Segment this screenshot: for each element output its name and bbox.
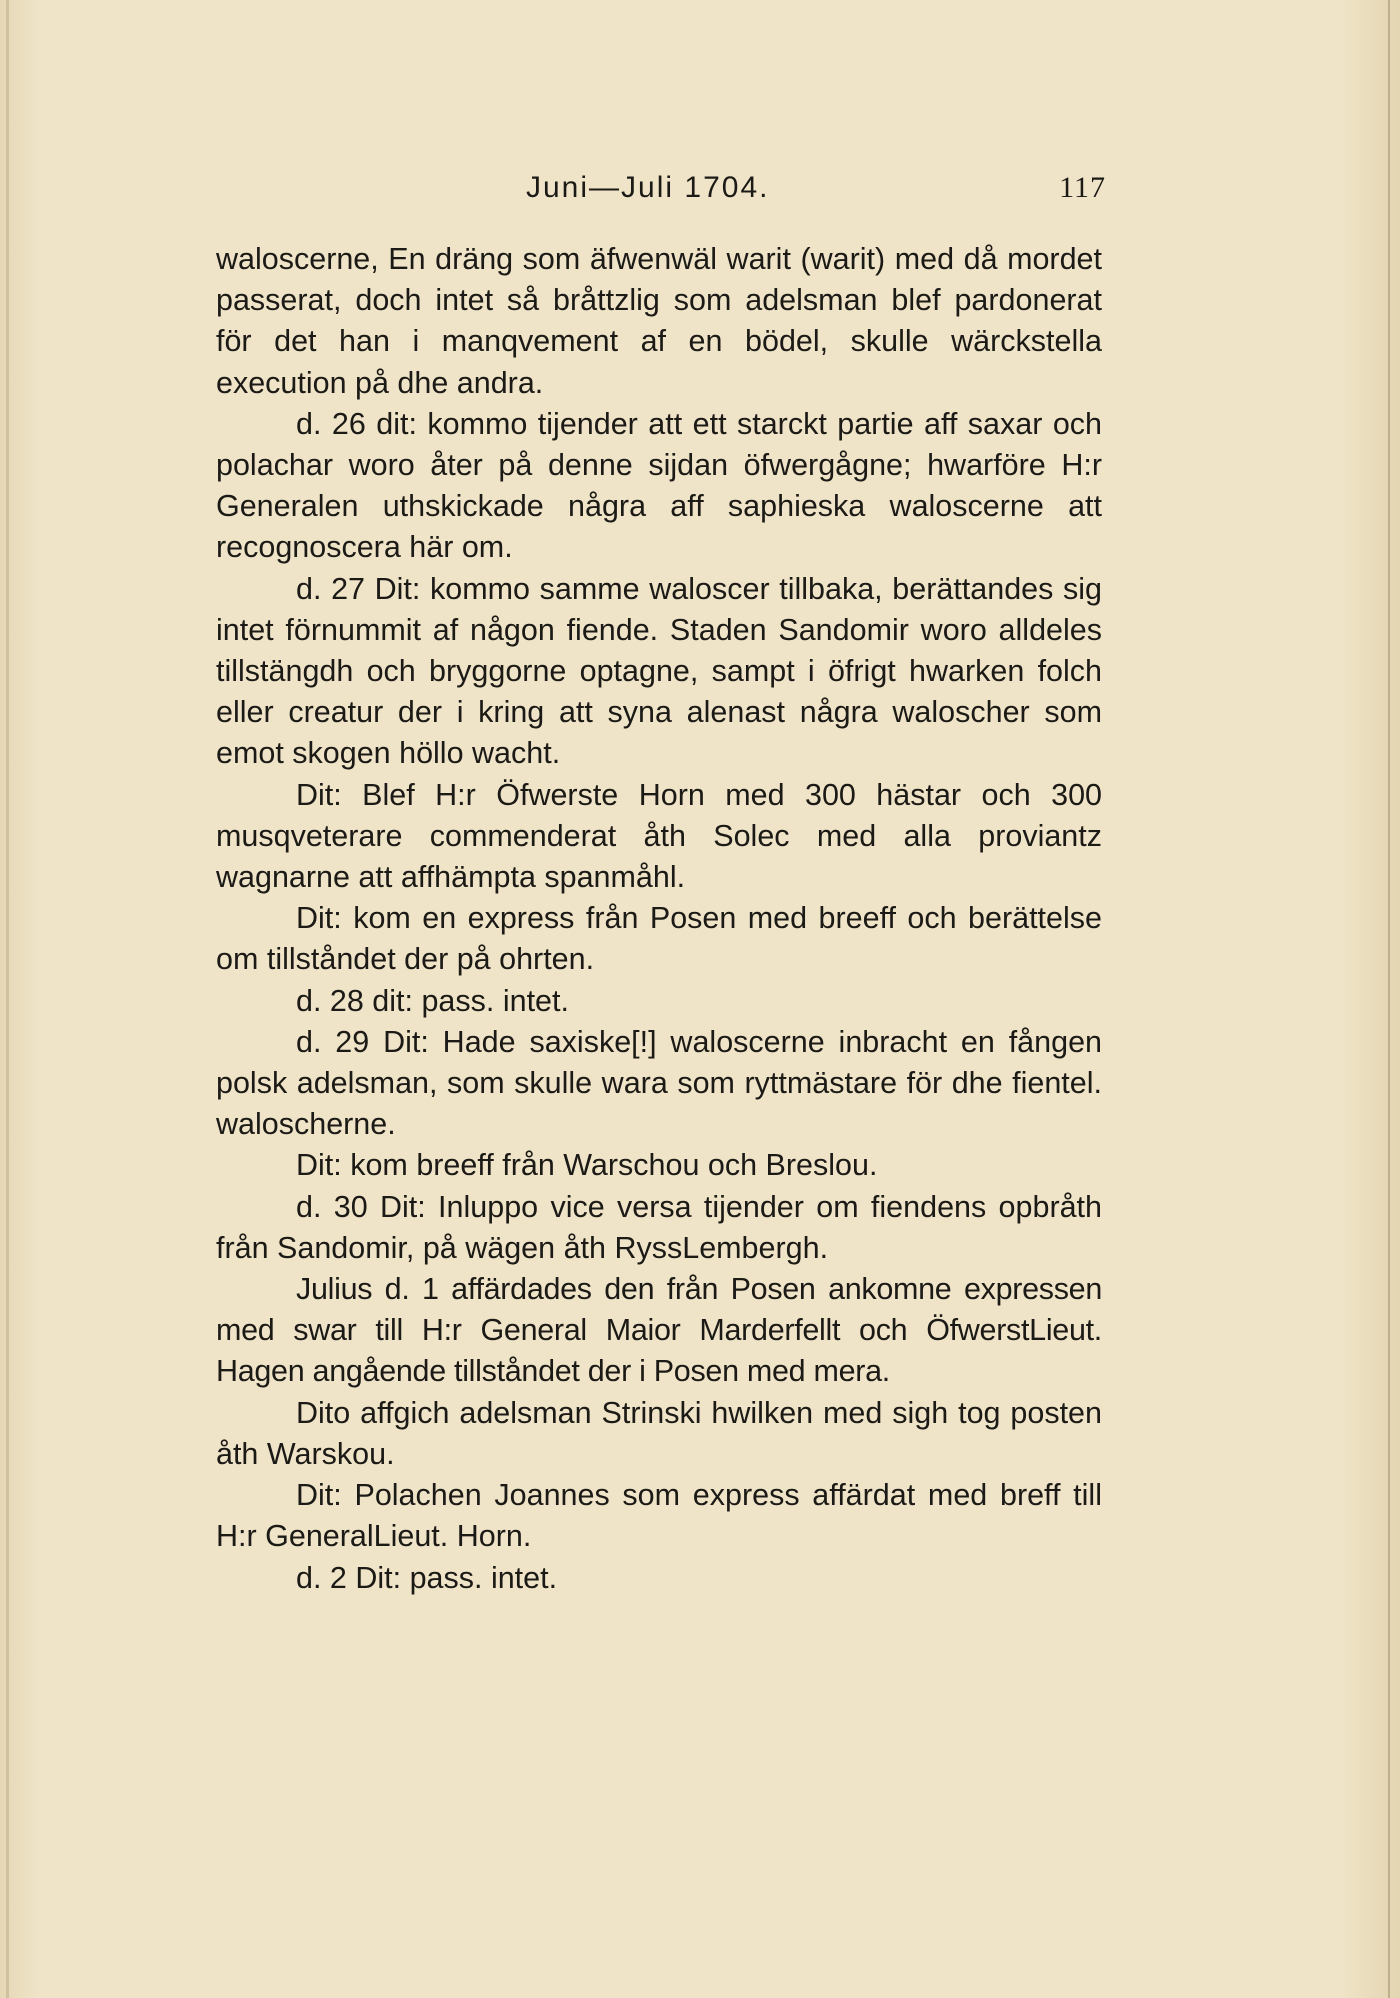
paragraph: Dit: Polachen Joannes som express affärdat med breff till H:r GeneralLieut. Horn. (216, 1478, 1102, 1554)
paragraph: d. 27 Dit: kommo samme waloscer tillbaka, berättandes sig intet förnummit af någon fiende. Staden Sandomir woro alldeles tillstängdh och bryggorne optagne, sampt i öfrigt hwarken folch eller creatur der i kring att syna alenast några waloscher som emot skogen höllo wacht. (216, 571, 1102, 771)
paragraph: Julius d. 1 affärdades den från Posen ankomne expressen med swar till H:r General Maior Marderfellt och ÖfwerstLieut. Hagen angående tillståndet der i Posen med mera. (216, 1272, 1102, 1389)
page-spine-shadow (6, 0, 9, 1998)
paragraph: Dit: Blef H:r Öfwerste Horn med 300 hästar och 300 musqveterare commenderat åth Solec med alla proviantz wagnarne att affhämpta spanmåhl. (216, 777, 1102, 895)
paragraph: d. 2 Dit: pass. intet. (296, 1560, 558, 1595)
paragraph: Dit: kom en express från Posen med breeff och berättelse om tillståndet der på ohrten. (216, 901, 1102, 977)
body-text (216, 239, 1102, 1599)
paragraph: d. 26 dit: kommo tijender att ett starckt partie aff saxar och polachar woro åter på denne sijdan öfwergågne; hwarföre H:r Generalen uthskickade några aff saphieska waloscerne att recognoscera här om. (216, 406, 1102, 565)
paragraph: waloscerne, En dräng som äfwenwäl warit (warit) med då mordet passerat, doch intet så bråttzlig som adelsman blef pardonerat för det han i manqvement af en bödel, skulle wärckstella execution på dhe andra. (216, 242, 1102, 400)
page-edge (1388, 0, 1390, 1998)
running-head: Juni—Juli 1704. (526, 171, 770, 204)
page-number: 117 (1059, 171, 1106, 204)
page-header (216, 166, 1106, 210)
paragraph: Dit: kom breeff från Warschou och Breslou. (296, 1148, 878, 1183)
paragraph: d. 28 dit: pass. intet. (296, 983, 569, 1018)
paragraph: Dito affgich adelsman Strinski hwilken med sigh tog posten åth Warskou. (216, 1395, 1102, 1471)
paragraph: d. 30 Dit: Inluppo vice versa tijender om fiendens opbråth från Sandomir, på wägen åth RyssLembergh. (216, 1189, 1102, 1265)
paragraph: d. 29 Dit: Hade saxiske[!] waloscerne inbracht en fången polsk adelsman, som skulle wara som ryttmästare för dhe fientel. waloscherne. (216, 1024, 1102, 1142)
